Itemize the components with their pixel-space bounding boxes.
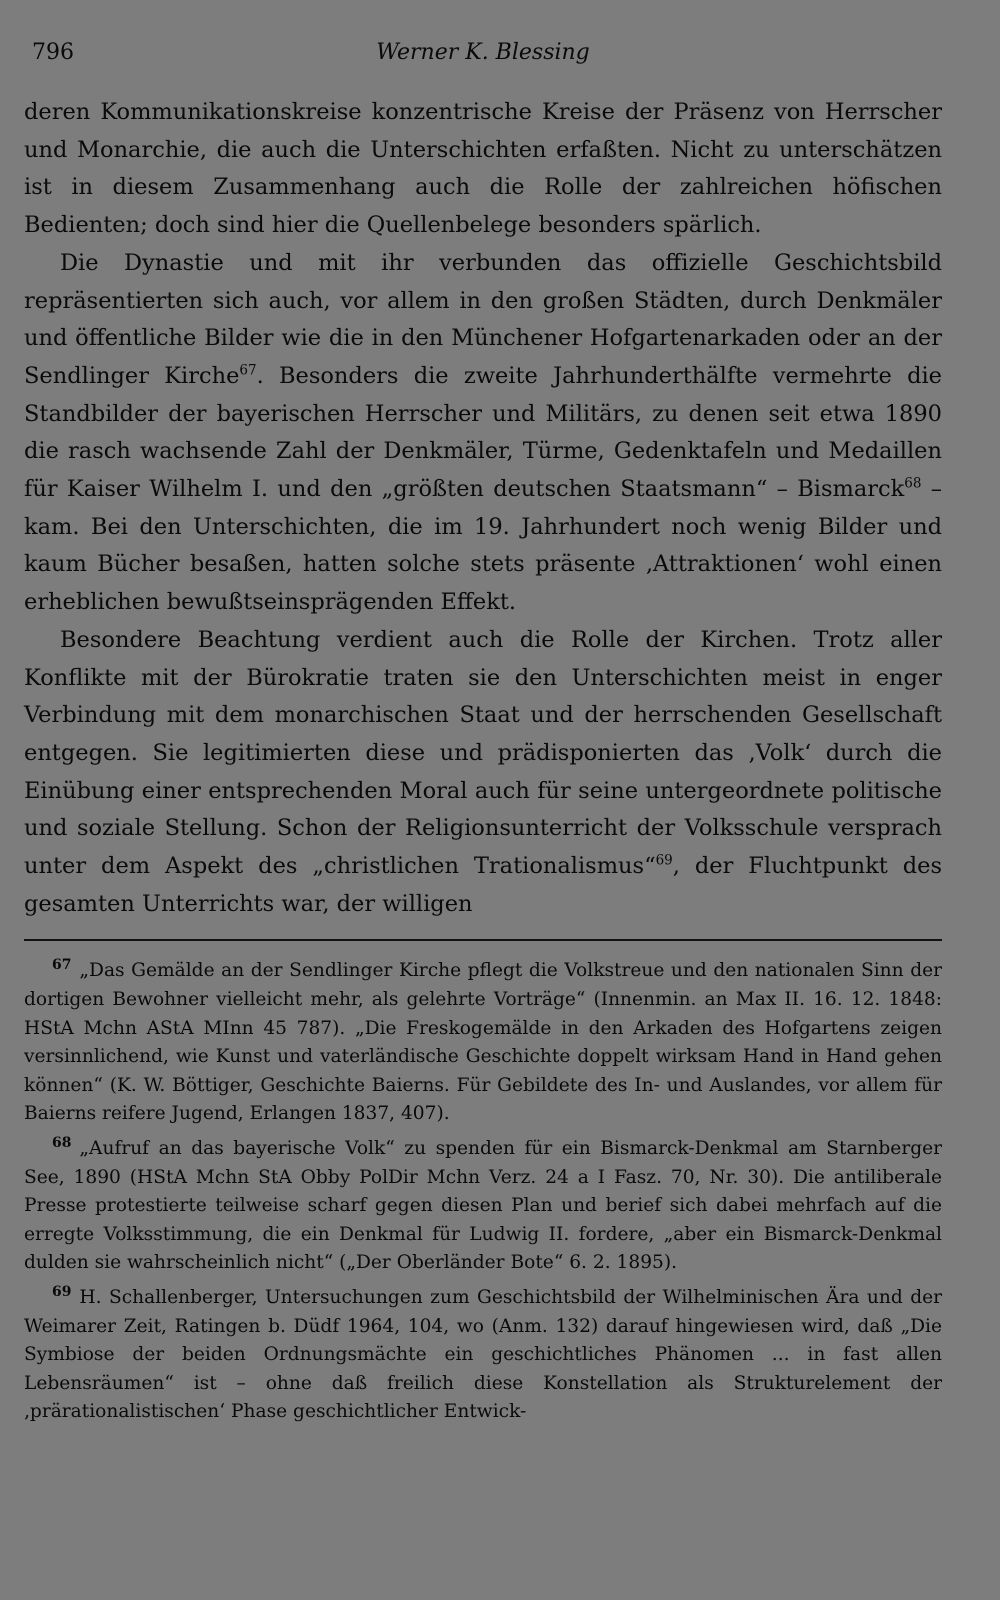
footnote-68	[24, 1135, 942, 1278]
paragraph-2-text-c: – kam. Bei den Unterschichten, die im 19. Jahrhundert noch wenig Bilder und kaum Bücher besaßen, hatten solche stets präsente ‚Attraktionen‘ wohl einen erheblichen bewußtseinsprägenden Effekt.	[24, 476, 942, 616]
paragraph-3-text-b: , der Fluchtpunkt des gesamten Unterrichts war, der willigen	[24, 853, 943, 917]
paragraph-3-text-a: Besondere Beachtung verdient auch die Rolle der Kirchen. Trotz aller Konflikte mit der Bürokratie traten sie den Unterschichten meist in enger Verbindung mit dem monarchischen Staat und der herrschenden Gesellschaft entgegen. Sie legitimierten diese und prädisponierten das ‚Volk‘ durch die Einübung einer entsprechenden Moral auch für seine untergeordnete politische und soziale Stellung. Schon der Religionsunterricht der Volksschule versprach unter dem Aspekt des „christlichen Trationalismus“	[24, 626, 942, 880]
page-header	[24, 34, 942, 74]
footnote-ref-67: 67	[239, 362, 257, 379]
paragraph-2	[24, 245, 942, 622]
footnote-mark: 67	[52, 957, 72, 974]
paragraph-2-text-b: . Besonders die zweite Jahrhunderthälfte vermehrte die Standbilder der bayerischen Herrscher und Militärs, zu denen seit etwa 1890 die rasch wachsende Zahl der Denkmäler, Türme, Gedenktafeln und Medaillen für Kaiser Wilhelm I. und den „größten deutschen Staatsmann“ – Bismarck	[24, 362, 942, 503]
footnote-mark: 69	[52, 1283, 72, 1300]
main-text	[24, 94, 942, 923]
footnote-69	[24, 1284, 942, 1427]
paragraph-1-text: deren Kommunikationskreise konzentrische Kreise der Präsenz von Herrscher und Monarchie, die auch die Unterschichten erfaßten. Nicht zu unterschätzen ist in diesem Zusammenhang auch die Rolle der zahlreichen höfischen Bedienten; doch sind hier die Quellenbelege besonders spärlich.	[24, 99, 942, 239]
footnote-mark: 68	[52, 1134, 72, 1151]
footnote-text: „Das Gemälde an der Sendlinger Kirche pflegt die Volkstreue und den nationalen Sinn der dortigen Bewohner vielleicht mehr, als gelehrte Vorträge“ (Innenmin. an Max II. 16. 12. 1848: HStA Mchn AStA MInn 45 787). „Die Freskogemälde in den Arkaden des Hofgartens zeigen versinnlichend, wie Kunst und vaterländische Geschichte doppelt wirksam Hand in Hand gehen können“ (K. W. Böttiger, Geschichte Baierns. Für Gebildete des In- und Auslandes, vor allem für Baierns reifere Jugend, Erlangen 1837, 407).	[24, 960, 942, 1125]
footnote-67	[24, 957, 942, 1129]
paragraph-2-text-a: Die Dynastie und mit ihr verbunden das offizielle Geschichtsbild repräsentierten sich auch, vor allem in den großen Städten, durch Denkmäler und öffentliche Bilder wie die in den Münchener Hofgartenarkaden oder an der Sendlinger Kirche	[24, 249, 942, 389]
footnote-text: H. Schallenberger, Untersuchungen zum Geschichtsbild der Wilhelminischen Ära und der Weimarer Zeit, Ratingen b. Düdf 1964, 104, wo (Anm. 132) darauf hingewiesen wird, daß „Die Symbiose der beiden Ordnungsmächte ein geschichtliches Phänomen ... in fast allen Lebensräumen“ ist – ohne daß freilich diese Konstellation als Strukturelement der ‚prärationalistischen‘ Phase geschichtlicher Entwick-	[24, 1287, 942, 1423]
footnote-ref-69: 69	[655, 852, 673, 869]
page-number: 796	[32, 40, 74, 65]
footnote-separator	[24, 939, 942, 941]
footnote-text: „Aufruf an das bayerische Volk“ zu spenden für ein Bismarck-Denkmal am Starnberger See, 1890 (HStA Mchn StA Obby PolDir Mchn Verz. 24 a I Fasz. 70, Nr. 30). Die antiliberale Presse protestierte teilweise scharf gegen diesen Plan und berief sich dabei mehrfach auf die erregte Volksstimmung, die ein Denkmal für Ludwig II. fordere, „aber ein Bismarck-Denkmal dulden sie wahrscheinlich nicht“ („Der Oberländer Bote“ 6. 2. 1895).	[24, 1138, 942, 1274]
footnotes	[24, 957, 942, 1427]
footnote-ref-68: 68	[904, 475, 922, 492]
paragraph-1	[24, 94, 942, 245]
paragraph-3	[24, 622, 942, 924]
running-head: Werner K. Blessing	[376, 40, 590, 65]
